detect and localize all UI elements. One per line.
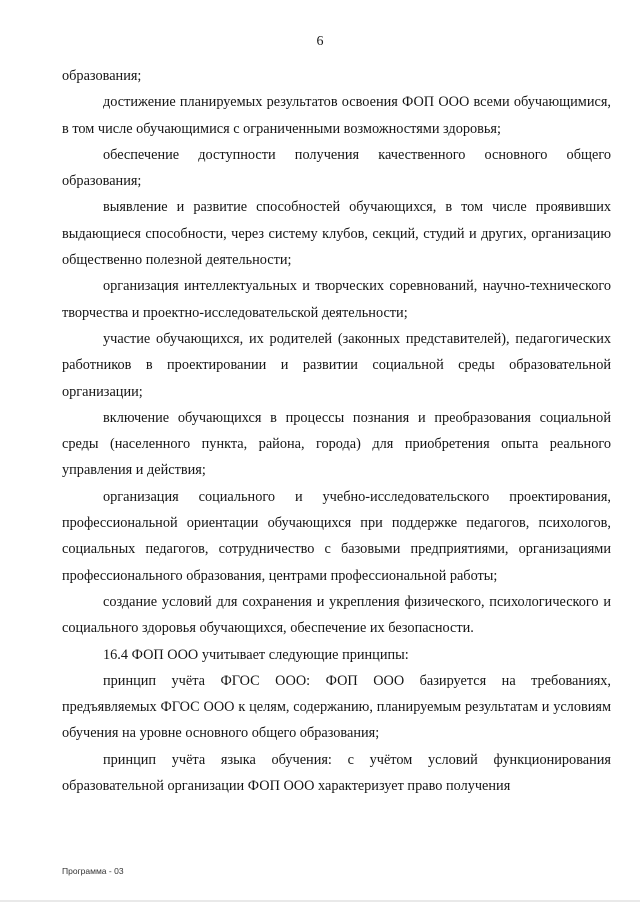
paragraph: организация социального и учебно-исследовательского проектирования, профессиональной ориентации обучающихся при поддержке педагогов, психологов, социальных педагогов, сотрудничество с базовыми предприятиями, организациями профессионального образования, центрами профессиональной работы; [62, 488, 611, 584]
paragraph: организация интеллектуальных и творческих соревнований, научно-технического творчества и проектно-исследовательской деятельности; [62, 278, 611, 321]
paragraph: выявление и развитие способностей обучающихся, в том числе проявивших выдающиеся способности, через систему клубов, секций, студий и других, организацию общественно полезной деятельности; [62, 199, 611, 269]
section-heading: 16.4 ФОП ООО учитывает следующие принципы: [103, 646, 409, 663]
body-text [62, 63, 611, 799]
paragraph: обеспечение доступности получения качественного основного общего образования; [62, 146, 611, 190]
paragraph: участие обучающихся, их родителей (законных представителей), педагогических работников в проектировании и развитии социальной среды образовательной организации; [62, 330, 611, 400]
paragraph: создание условий для сохранения и укрепления физического, психологического и социального здоровья обучающихся, обеспечение их безопасности. [62, 593, 611, 637]
paragraph-continuation: образования; [62, 68, 142, 84]
document-footer: Программа - 03 [62, 866, 124, 876]
scan-edge [0, 900, 640, 902]
paragraph: достижение планируемых результатов освоения ФОП ООО всеми обучающимися, в том числе обучающимися с ограниченными возможностями здоровья; [62, 94, 611, 137]
page-number: 6 [316, 34, 324, 49]
paragraph: принцип учёта языка обучения: с учётом условий функционирования образовательной организации ФОП ООО характеризует право получения [62, 751, 611, 795]
paragraph: принцип учёта ФГОС ООО: ФОП ООО базируется на требованиях, предъявляемых ФГОС ООО к целям, содержанию, планируемым результатам и условиям обучения на уровне основного общего образования; [62, 672, 611, 742]
paragraph: включение обучающихся в процессы познания и преобразования социальной среды (населенного пункта, района, города) для приобретения опыта реального управления и действия; [62, 409, 611, 479]
